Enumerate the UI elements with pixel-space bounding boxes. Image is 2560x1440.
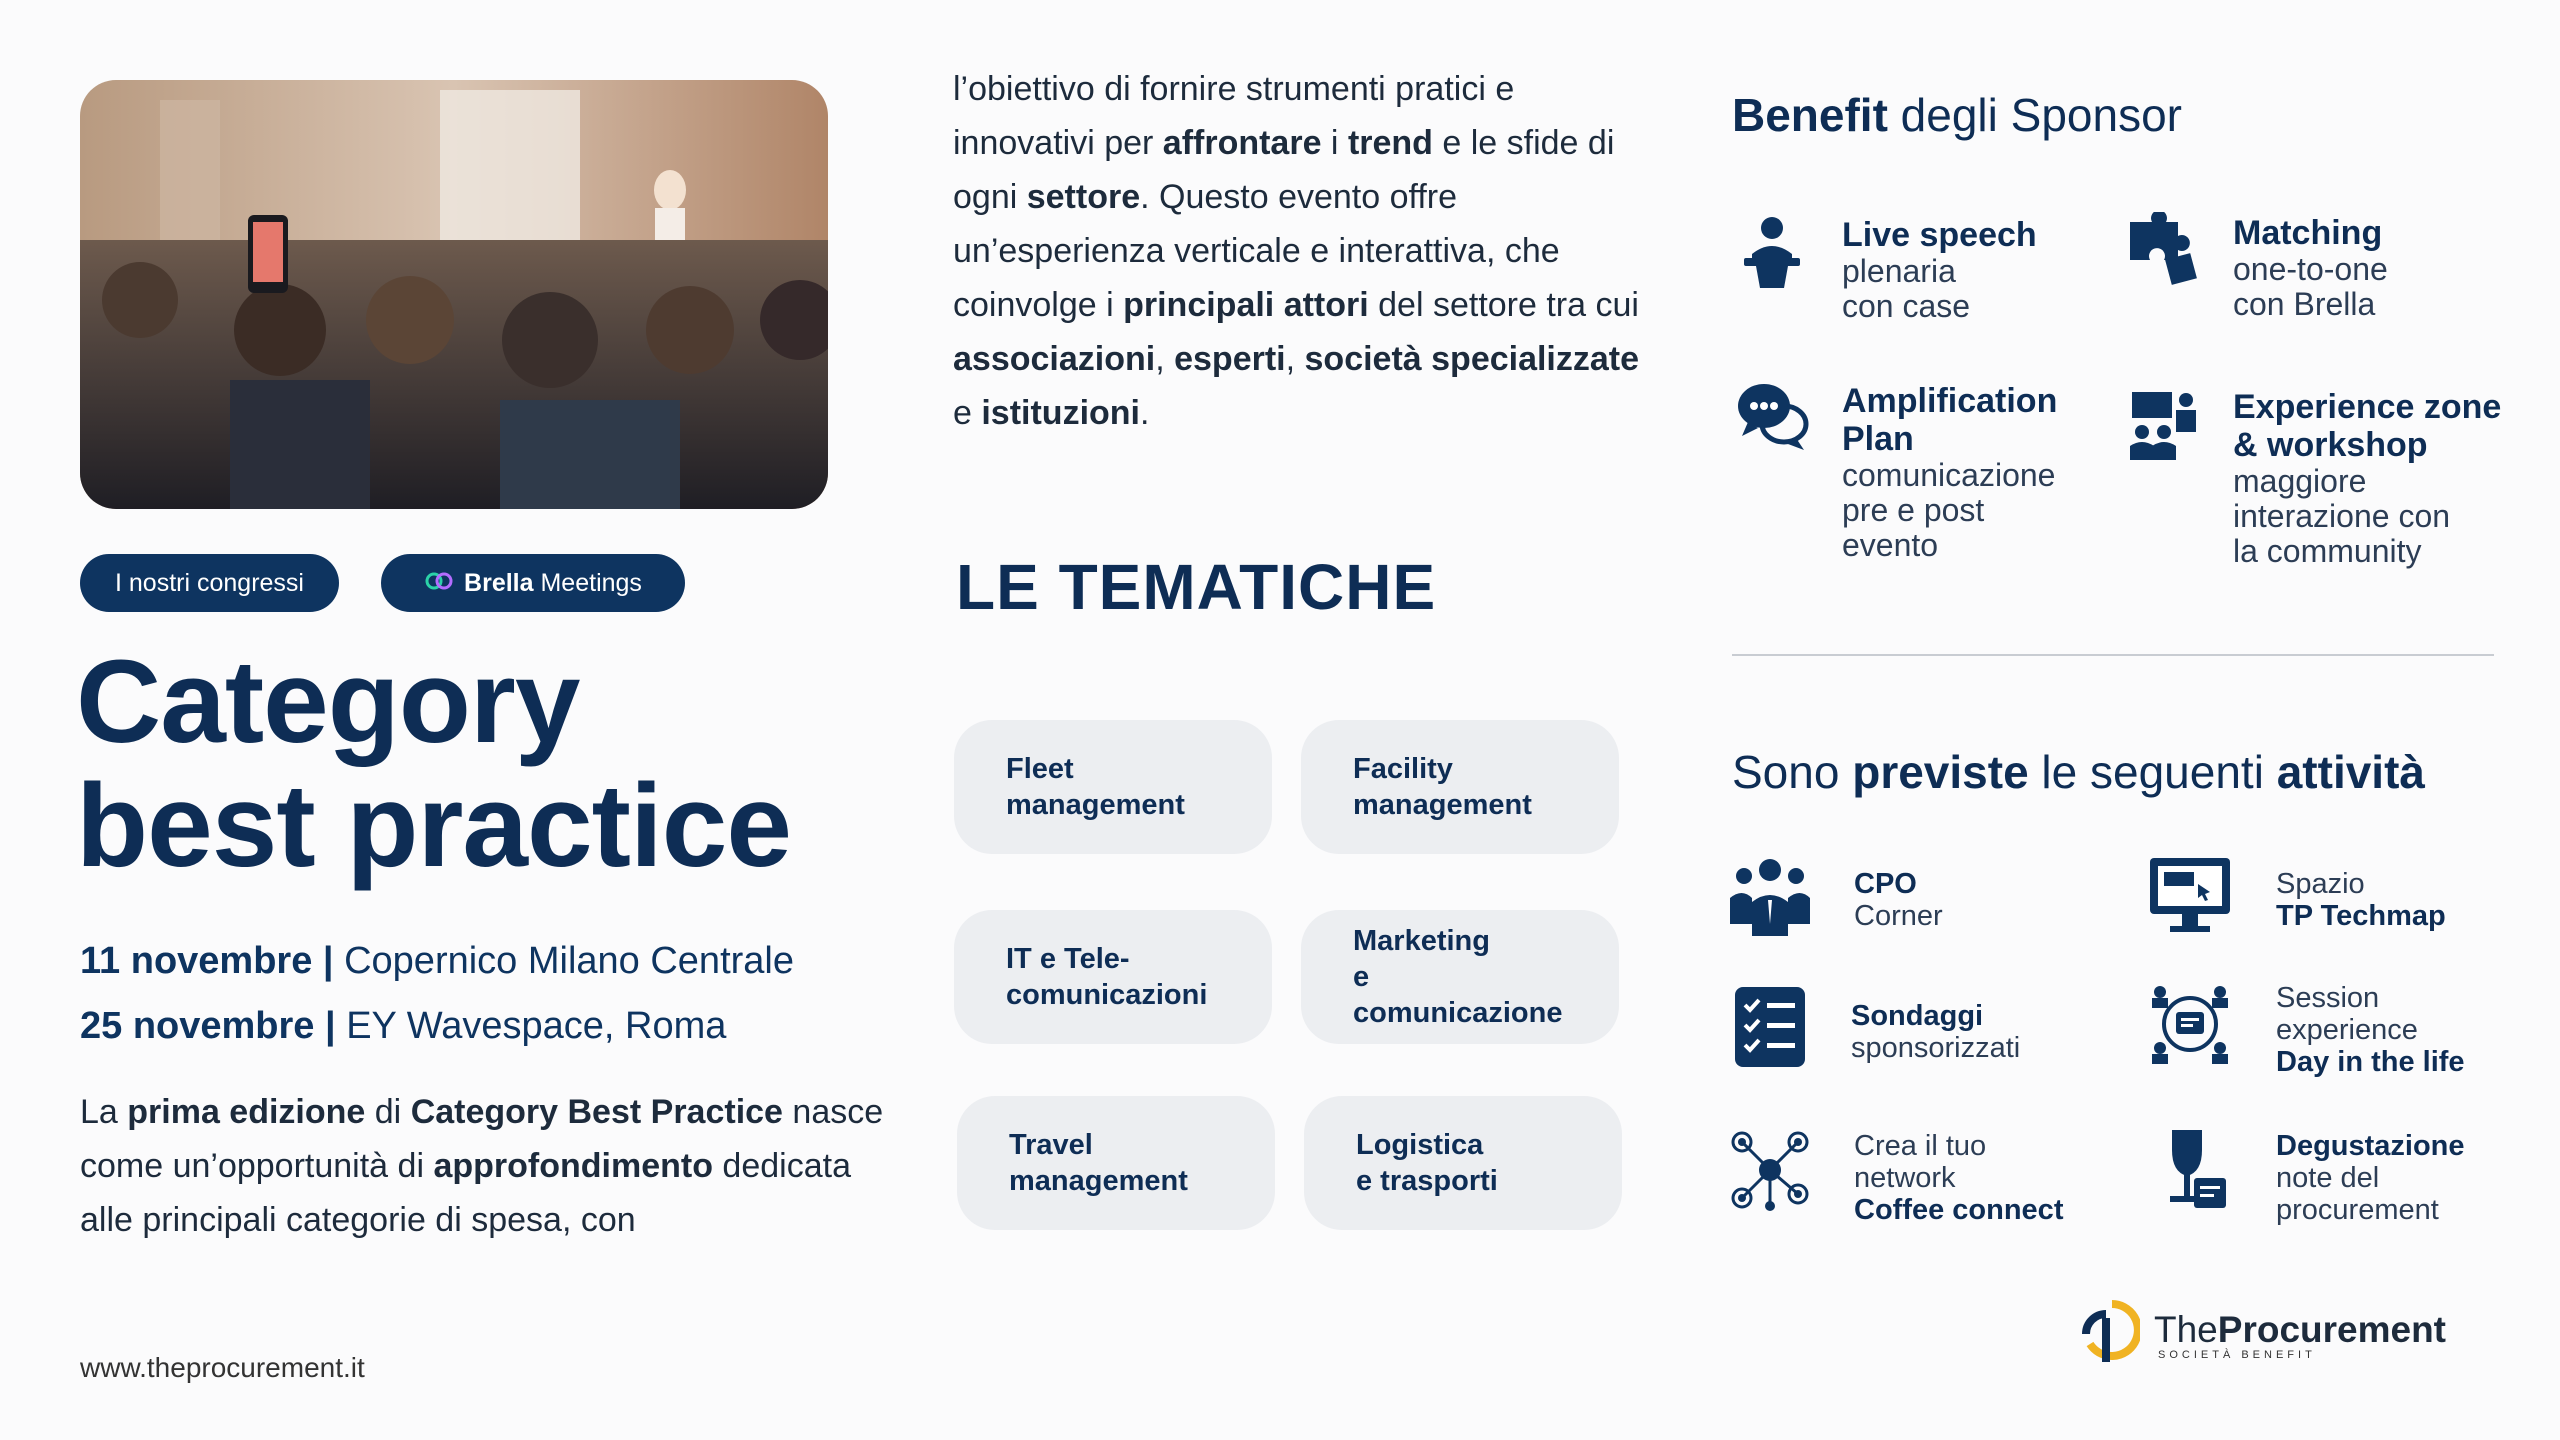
attivita-spazio-techmap: Spazio TP Techmap (2276, 868, 2446, 932)
presentation-group-icon (2128, 388, 2204, 464)
section-divider (1732, 654, 2494, 656)
congressi-badge[interactable] (80, 554, 339, 612)
chat-bubbles-icon (1734, 378, 1810, 454)
benefit-heading: Benefit degli Sponsor (1732, 89, 2182, 141)
benefit-experience-zone: Experience zone & workshop maggiore interazione con la community (2233, 388, 2502, 569)
checklist-icon (1731, 985, 1815, 1069)
attivita-cpo-corner: CPO Corner (1854, 868, 1943, 932)
benefit-live-speech: Live speech plenaria con case (1842, 216, 2037, 324)
tema-card-facility: Facility management (1301, 720, 1619, 854)
title-line-2: best practice (76, 760, 791, 892)
theprocurement-mark-icon (2082, 1300, 2140, 1371)
monitor-icon (2148, 854, 2232, 938)
title-line-1: Category (76, 636, 580, 768)
logo-procurement: Procurement (2217, 1308, 2446, 1350)
wine-glass-icon (2148, 1128, 2232, 1212)
congressi-label: I nostri congressi (115, 568, 304, 597)
network-nodes-icon (1728, 1128, 1812, 1212)
hero-photo (80, 80, 828, 509)
logo-the: The (2154, 1308, 2218, 1350)
business-team-icon (1728, 854, 1812, 938)
date-roma: 25 novembre | EY Wavespace, Roma (80, 1005, 727, 1047)
brella-brand: Brella (464, 568, 534, 597)
attivita-heading: Sono previste le seguenti attività (1732, 746, 2425, 798)
puzzle-icon (2124, 212, 2200, 288)
brella-logo-icon (424, 569, 454, 598)
theprocurement-logo (2082, 1300, 2446, 1371)
tema-card-travel: Travel management (957, 1096, 1275, 1230)
attivita-session-experience: Session experience Day in the life (2276, 982, 2465, 1078)
intro-paragraph: La prima edizione di Category Best Practice nasce come un’opportunità di approfondimento dedicata alle principali categorie di spesa, con (80, 1093, 884, 1239)
tema-card-it: IT e Tele- comunicazioni (954, 910, 1272, 1044)
tema-card-marketing: Marketing e comunicazione (1301, 910, 1619, 1044)
tema-card-logistica: Logistica e trasporti (1304, 1096, 1622, 1230)
event-title (76, 636, 791, 892)
attivita-degustazione: Degustazione note del procurement (2276, 1130, 2465, 1226)
attivita-sondaggi: Sondaggi sponsorizzati (1851, 1000, 2021, 1064)
benefit-matching: Matching one-to-one con Brella (2233, 214, 2388, 322)
benefit-amplification: Amplification Plan comunicazione pre e post evento (1842, 382, 2058, 563)
tema-card-fleet: Fleet management (954, 720, 1272, 854)
brella-meetings: Meetings (540, 568, 642, 597)
speaker-podium-icon (1734, 214, 1810, 290)
date-milano: 11 novembre | Copernico Milano Centrale (80, 940, 794, 982)
network-people-icon (2148, 982, 2232, 1066)
tematiche-heading: LE TEMATICHE (956, 551, 1437, 623)
attivita-coffee-connect: Crea il tuo network Coffee connect (1854, 1130, 2064, 1226)
logo-tagline: SOCIETÀ BENEFIT (2158, 1348, 2316, 1361)
description-paragraph: l’obiettivo di fornire strumenti pratici e innovativi per affrontare i trend e le sfide di ogni settore. Questo evento offre un’esperienza verticale e interattiva, che coinvolge i principali attori del settore tra cui associazioni, esperti, società specializzate e istituzioni. (953, 70, 1640, 432)
brella-meetings-badge[interactable] (381, 554, 685, 612)
website-link[interactable]: www.theprocurement.it (80, 1352, 365, 1383)
